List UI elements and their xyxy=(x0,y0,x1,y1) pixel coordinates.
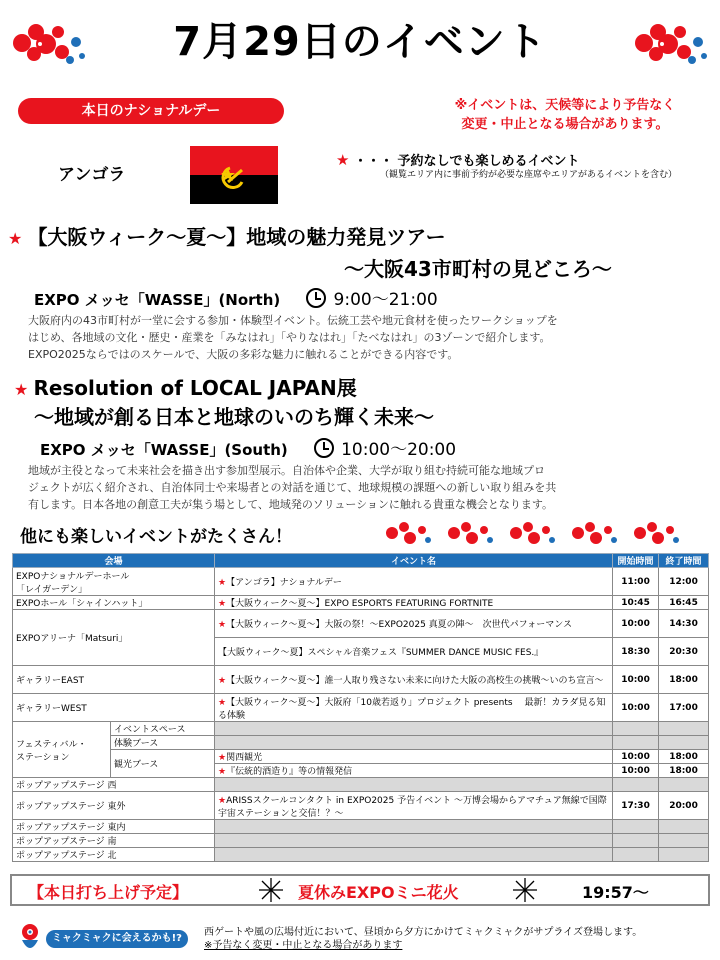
start-cell: 17:30 xyxy=(613,792,659,820)
decoration-row xyxy=(382,518,702,552)
table-row xyxy=(13,568,709,596)
header-venue: 会場 xyxy=(13,554,215,568)
start-cell xyxy=(613,722,659,736)
event-name: ARISSスクールコンタクト in EXPO2025 予告イベント ～万博会場からアマチュア無線で国際宇宙ステーションと交信！？～ xyxy=(218,795,607,819)
event-name: 【大阪ウィーク～夏～】大阪府「10歳若返り」プロジェクト presents 最新！カラダ見る知る体験 xyxy=(218,697,606,721)
desc-line: ジェクトが広く紹介され、自治体同士や来場者との対話を通じて、地球規模の課題への新しい取り組みを共 xyxy=(28,481,557,494)
start-cell: 10:00 xyxy=(613,764,659,778)
table-row xyxy=(13,834,709,848)
event-cell xyxy=(215,764,613,778)
desc-line: はじめ、各地域の文化・歴史・産業を「みなはれ」「やりなはれ」「たべなはれ」の3ゾーンで紹介します。 xyxy=(28,331,551,344)
event-cell xyxy=(215,722,613,736)
end-cell xyxy=(659,722,709,736)
clock-icon xyxy=(306,288,326,308)
sub-venue-cell: 観光ブース xyxy=(111,750,215,778)
event-cell xyxy=(215,848,613,862)
event-cell xyxy=(215,792,613,820)
start-cell: 10:00 xyxy=(613,610,659,638)
start-cell xyxy=(613,834,659,848)
star-icon: ★ xyxy=(218,676,227,686)
notice-line: 変更・中止となる場合があります。 xyxy=(461,117,669,132)
end-cell: 14:30 xyxy=(659,610,709,638)
venue-cell: ギャラリーEAST xyxy=(13,666,215,694)
firework-icon xyxy=(254,876,288,904)
venue: EXPO メッセ「WASSE」(South) xyxy=(40,441,288,459)
table-header-row xyxy=(13,554,709,568)
event-name: 『伝統的酒造り』等の情報発信 xyxy=(226,767,353,777)
start-cell xyxy=(613,778,659,792)
notice-line: ※イベントは、天候等により予告なく xyxy=(454,98,676,113)
start-cell: 11:00 xyxy=(613,568,659,596)
table-row xyxy=(13,820,709,834)
star-icon: ★ xyxy=(218,578,227,588)
clock-icon xyxy=(314,438,334,458)
star-icon: ★ xyxy=(218,599,227,609)
venue-cell: EXPOホール「シャインハット」 xyxy=(13,596,215,610)
venue-cell: ポップアップステージ 西 xyxy=(13,778,215,792)
event-name: 【大阪ウィーク～夏～】誰一人取り残さない未来に向けた大阪の高校生の挑戦～いのち宣言～ xyxy=(226,676,604,686)
start-cell: 10:00 xyxy=(613,750,659,764)
event-time: 10:00～20:00 xyxy=(341,440,457,460)
header-start: 開始時間 xyxy=(613,554,659,568)
weather-notice xyxy=(420,96,710,134)
venue-cell: ギャラリーWEST xyxy=(13,694,215,722)
star-icon: ★ xyxy=(336,151,350,169)
fireworks-time: 19:57～ xyxy=(582,883,649,902)
myaku-badge: ミャクミャクに会えるかも!? xyxy=(46,930,188,948)
desc-line: EXPO2025ならではのスケールで、大阪の多彩な魅力に触れることができる内容です。 xyxy=(28,348,459,361)
event-cell xyxy=(215,666,613,694)
table-row xyxy=(13,610,709,638)
end-cell xyxy=(659,834,709,848)
event-cell xyxy=(215,610,613,638)
event-name: 【アンゴラ】ナショナルデー xyxy=(226,578,342,588)
angola-flag-icon xyxy=(190,146,278,204)
page-title: 7月29日のイベント xyxy=(173,19,547,65)
end-cell: 18:00 xyxy=(659,764,709,778)
venue-cell: ポップアップステージ 南 xyxy=(13,834,215,848)
sub-venue-cell: イベントスペース xyxy=(111,722,215,736)
event-1-description xyxy=(28,312,714,363)
event-2-venue-time xyxy=(40,435,456,460)
event-time: 9:00～21:00 xyxy=(333,290,438,310)
venue-cell: フェスティバル・ ステーション xyxy=(13,722,111,778)
desc-line: 地域が主役となって未来社会を描き出す参加型展示。自治体や企業、大学が取り組む持続可能な地域プロ xyxy=(28,464,545,477)
event-title: Resolution of LOCAL JAPAN展 xyxy=(33,376,357,400)
venue-cell: ポップアップステージ 東内 xyxy=(13,820,215,834)
end-cell: 16:45 xyxy=(659,596,709,610)
end-cell: 18:00 xyxy=(659,750,709,764)
event-cell xyxy=(215,736,613,750)
end-cell: 17:00 xyxy=(659,694,709,722)
table-row xyxy=(13,736,709,750)
event-2-description xyxy=(28,462,714,513)
start-cell xyxy=(613,736,659,750)
event-2-title-line1 xyxy=(14,373,357,403)
table-row xyxy=(13,596,709,610)
venue-cell: ポップアップステージ 北 xyxy=(13,848,215,862)
start-cell: 18:30 xyxy=(613,638,659,666)
fireworks-label: 【本日打ち上げ予定】 xyxy=(28,883,189,902)
table-row xyxy=(13,694,709,722)
star-icon: ★ xyxy=(218,767,227,777)
end-cell xyxy=(659,820,709,834)
desc-line: 大阪府内の43市町村が一堂に会する参加・体験型イベント。伝統工芸や地元食材を使ったワークショップを xyxy=(28,314,558,327)
star-icon: ★ xyxy=(218,697,227,708)
venue-cell: EXPOアリーナ「Matsuri」 xyxy=(13,610,215,666)
star-icon: ★ xyxy=(8,229,23,248)
legend-subtext: （観覧エリア内に事前予約が必要な座席やエリアがあるイベントを含む） xyxy=(380,170,678,180)
myaku-line: 西ゲートや風の広場付近において、昼頃から夕方にかけてミャクミャクがサプライズ登場します。 xyxy=(204,927,643,938)
table-row xyxy=(13,750,709,764)
table-row xyxy=(13,848,709,862)
table-row xyxy=(13,778,709,792)
event-cell xyxy=(215,596,613,610)
event-title: 【大阪ウィーク～夏～】地域の魅力発見ツアー xyxy=(27,225,446,249)
table-row xyxy=(13,666,709,694)
venue-cell: EXPOナショナルデーホール 「レイガーデン」 xyxy=(13,568,215,596)
star-icon: ★ xyxy=(218,795,227,806)
event-name: 関西観光 xyxy=(226,753,263,763)
star-icon: ★ xyxy=(218,620,227,630)
event-cell xyxy=(215,834,613,848)
events-table xyxy=(12,553,709,862)
table-row xyxy=(13,722,709,736)
venue: EXPO メッセ「WASSE」(North) xyxy=(34,291,281,309)
legend-text: ・・・ 予約なしでも楽しめるイベント xyxy=(353,154,580,169)
table-row xyxy=(13,792,709,820)
start-cell xyxy=(613,848,659,862)
desc-line: 有します。日本各地の創意工夫が集う場として、地域発のソリューションに触れる貴重な機会となります。 xyxy=(28,498,554,511)
expo-decoration-icon xyxy=(382,518,702,548)
others-heading: 他にも楽しいイベントがたくさん！ xyxy=(20,527,292,547)
sub-venue-cell: 体験ブース xyxy=(111,736,215,750)
start-cell: 10:00 xyxy=(613,666,659,694)
event-cell xyxy=(215,820,613,834)
event-name: 【大阪ウィーク～夏～】EXPO ESPORTS FEATURING FORTNITE xyxy=(226,599,494,609)
national-day-label: 本日のナショナルデー xyxy=(18,98,284,124)
event-cell xyxy=(215,778,613,792)
myaku-line: ※予告なく変更・中止となる場合があります xyxy=(204,940,403,951)
star-icon: ★ xyxy=(218,753,227,763)
header-end: 終了時間 xyxy=(659,554,709,568)
end-cell: 20:30 xyxy=(659,638,709,666)
event-2-title-line2: ～地域が創る日本と地球のいのち輝く未来～ xyxy=(34,405,434,429)
star-icon: ★ xyxy=(14,380,29,399)
event-cell xyxy=(215,568,613,596)
start-cell xyxy=(613,820,659,834)
end-cell xyxy=(659,848,709,862)
end-cell: 20:00 xyxy=(659,792,709,820)
end-cell: 18:00 xyxy=(659,666,709,694)
event-cell xyxy=(215,750,613,764)
venue-cell: ポップアップステージ 東外 xyxy=(13,792,215,820)
end-cell xyxy=(659,736,709,750)
start-cell: 10:45 xyxy=(613,596,659,610)
myaku-text xyxy=(204,926,642,952)
event-cell xyxy=(215,694,613,722)
event-cell: 【大阪ウィーク～夏】スペシャル音楽フェス『SUMMER DANCE MUSIC FES.』 xyxy=(215,638,613,666)
end-cell xyxy=(659,778,709,792)
event-1-title-line1 xyxy=(8,222,446,252)
end-cell: 12:00 xyxy=(659,568,709,596)
header-event: イベント名 xyxy=(215,554,613,568)
myaku-mascot-icon xyxy=(16,922,44,954)
country-name: アンゴラ xyxy=(58,165,126,185)
event-1-venue-time xyxy=(34,285,438,310)
start-cell: 10:00 xyxy=(613,694,659,722)
event-name: 【大阪ウィーク～夏～】大阪の祭！～EXPO2025 真夏の陣～ 次世代パフォーマンス xyxy=(226,620,572,630)
fireworks-name: 夏休みEXPOミニ花火 xyxy=(298,883,459,902)
firework-icon xyxy=(508,876,542,904)
event-1-title-line2: ～大阪43市町村の見どころ～ xyxy=(344,257,612,281)
